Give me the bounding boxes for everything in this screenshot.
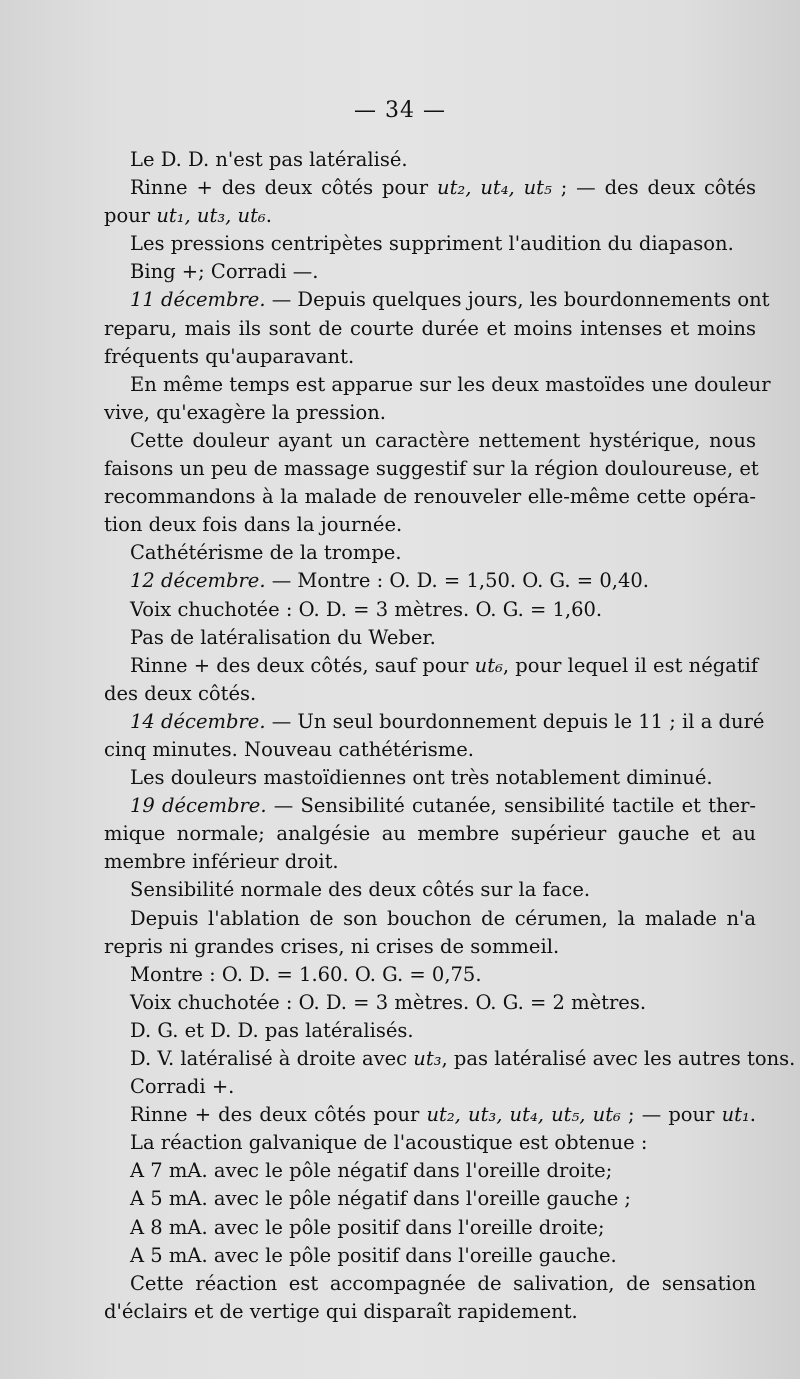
text-line bbox=[104, 511, 756, 539]
italic-text: ut₂, ut₄, ut₅ bbox=[437, 176, 552, 200]
text-line bbox=[104, 202, 756, 230]
text-segment: reparu, mais ils sont de courte durée et moins intenses et moins bbox=[104, 316, 756, 340]
text-line bbox=[104, 1045, 796, 1073]
body-text bbox=[104, 146, 796, 1326]
text-segment: — Sensibilité cutanée, sensibilité tactile et ther- bbox=[266, 794, 757, 818]
text-segment: Le D. D. n'est pas latéralisé. bbox=[130, 148, 408, 171]
text-segment: Depuis l'ablation de son bouchon de cérumen, la malade n'a bbox=[130, 906, 756, 930]
text-segment: Rinne + des deux côtés pour bbox=[130, 176, 438, 200]
text-line bbox=[104, 230, 756, 258]
text-segment: Corradi +. bbox=[130, 1075, 235, 1099]
text-segment: , pour lequel il est négatif bbox=[502, 653, 759, 677]
text-segment: faisons un peu de massage suggestif sur la région douloureuse, et bbox=[104, 457, 759, 481]
text-line bbox=[104, 1101, 756, 1129]
text-line bbox=[104, 1017, 756, 1045]
text-line bbox=[104, 1185, 756, 1213]
italic-text: ut₃ bbox=[413, 1047, 442, 1070]
text-segment: Rinne + des deux côtés, sauf pour bbox=[130, 653, 475, 677]
text-segment: membre inférieur droit. bbox=[104, 850, 339, 874]
text-segment: — Montre : O. D. = 1,50. O. G. = 0,40. bbox=[265, 569, 649, 593]
text-line bbox=[104, 933, 756, 961]
text-line bbox=[104, 792, 756, 820]
text-segment: Voix chuchotée : O. D. = 3 mètres. O. G. = 2 mètres. bbox=[130, 990, 647, 1014]
text-segment: Les douleurs mastoïdiennes ont très notablement diminué. bbox=[130, 766, 713, 790]
text-segment: vive, qu'exagère la pression. bbox=[104, 400, 387, 424]
text-segment: d'éclairs et de vertige qui disparaît rapidement. bbox=[104, 1299, 578, 1323]
text-line bbox=[104, 624, 756, 652]
text-segment: Pas de latéralisation du Weber. bbox=[130, 625, 436, 649]
text-line bbox=[104, 764, 756, 792]
text-line bbox=[104, 371, 771, 399]
text-segment: D. V. latéralisé à droite avec bbox=[130, 1047, 414, 1070]
text-line bbox=[104, 1073, 756, 1101]
text-segment: fréquents qu'auparavant. bbox=[104, 344, 355, 368]
italic-text: ut₁, ut₃, ut₆ bbox=[156, 204, 266, 228]
italic-text: 14 décembre. bbox=[130, 709, 266, 733]
text-segment: , pas latéralisé avec les autres tons. bbox=[441, 1047, 796, 1070]
text-segment: recommandons à la malade de renouveler elle-même cette opéra- bbox=[104, 485, 756, 509]
text-segment: — Un seul bourdonnement depuis le 11 ; il a duré bbox=[265, 709, 765, 733]
text-line bbox=[104, 848, 756, 876]
text-line bbox=[104, 399, 756, 427]
text-segment: Montre : O. D. = 1.60. O. G. = 0,75. bbox=[130, 962, 482, 986]
text-segment: . bbox=[749, 1103, 756, 1127]
text-line bbox=[104, 455, 759, 483]
text-segment: A 8 mA. avec le pôle positif dans l'oreille droite; bbox=[130, 1215, 605, 1239]
text-segment: A 7 mA. avec le pôle négatif dans l'oreille droite; bbox=[130, 1159, 613, 1183]
italic-text: ut₆ bbox=[474, 653, 503, 677]
text-line bbox=[104, 1157, 756, 1185]
text-line bbox=[104, 539, 756, 567]
text-line bbox=[104, 1242, 756, 1270]
text-line bbox=[104, 1214, 756, 1242]
italic-text: ut₁ bbox=[721, 1103, 750, 1127]
text-line bbox=[104, 146, 756, 174]
text-line bbox=[104, 989, 756, 1017]
text-line bbox=[104, 567, 756, 595]
text-line bbox=[104, 596, 756, 624]
text-line bbox=[104, 343, 756, 371]
text-line bbox=[104, 680, 756, 708]
text-segment: Cathétérisme de la trompe. bbox=[130, 541, 402, 565]
text-line bbox=[104, 174, 756, 202]
text-segment: Bing +; Corradi —. bbox=[130, 260, 319, 284]
text-line bbox=[104, 483, 756, 511]
text-line bbox=[104, 652, 759, 680]
text-line bbox=[104, 708, 765, 736]
text-segment: D. G. et D. D. pas latéralisés. bbox=[130, 1018, 414, 1042]
text-segment: ; — des deux côtés bbox=[551, 176, 756, 200]
text-line bbox=[104, 961, 756, 989]
text-line bbox=[104, 258, 756, 286]
text-segment: Voix chuchotée : O. D. = 3 mètres. O. G. = 1,60. bbox=[130, 597, 603, 621]
text-segment: des deux côtés. bbox=[104, 681, 257, 705]
text-segment: Cette douleur ayant un caractère nettement hystérique, nous bbox=[130, 428, 756, 452]
text-segment: Cette réaction est accompagnée de salivation, de sensation bbox=[130, 1271, 756, 1295]
text-segment: A 5 mA. avec le pôle positif dans l'oreille gauche. bbox=[130, 1243, 617, 1267]
text-segment: ; — pour bbox=[620, 1103, 722, 1127]
text-segment: — Depuis quelques jours, les bourdonnements ont bbox=[265, 288, 770, 312]
text-line bbox=[104, 1298, 756, 1326]
italic-text: 19 décembre. bbox=[130, 794, 267, 818]
page-number: — 34 — bbox=[354, 98, 446, 123]
italic-text: ut₂, ut₃, ut₄, ut₅, ut₆ bbox=[426, 1103, 621, 1127]
text-segment: Sensibilité normale des deux côtés sur la face. bbox=[130, 878, 591, 902]
italic-text: 12 décembre. bbox=[130, 569, 266, 593]
text-line bbox=[104, 315, 756, 343]
text-line bbox=[104, 427, 756, 455]
text-segment: pour bbox=[104, 204, 157, 228]
text-segment: Les pressions centripètes suppriment l'audition du diapason. bbox=[130, 232, 734, 256]
text-line bbox=[104, 1129, 756, 1157]
text-line bbox=[104, 905, 756, 933]
text-line bbox=[104, 820, 756, 848]
italic-text: 11 décembre. bbox=[130, 288, 266, 312]
text-segment: En même temps est apparue sur les deux mastoïdes une douleur bbox=[130, 372, 771, 396]
text-segment: cinq minutes. Nouveau cathétérisme. bbox=[104, 737, 474, 761]
text-segment: Rinne + des deux côtés pour bbox=[130, 1103, 427, 1127]
text-segment: A 5 mA. avec le pôle négatif dans l'oreille gauche ; bbox=[130, 1187, 632, 1211]
text-segment: tion deux fois dans la journée. bbox=[104, 513, 403, 537]
text-line bbox=[104, 286, 770, 314]
text-line bbox=[104, 1270, 756, 1298]
text-segment: La réaction galvanique de l'acoustique est obtenue : bbox=[130, 1131, 648, 1155]
text-segment: repris ni grandes crises, ni crises de sommeil. bbox=[104, 934, 560, 958]
text-segment: mique normale; analgésie au membre supérieur gauche et au bbox=[104, 822, 756, 846]
text-segment: . bbox=[265, 204, 272, 228]
text-line bbox=[104, 876, 756, 904]
text-line bbox=[104, 736, 756, 764]
